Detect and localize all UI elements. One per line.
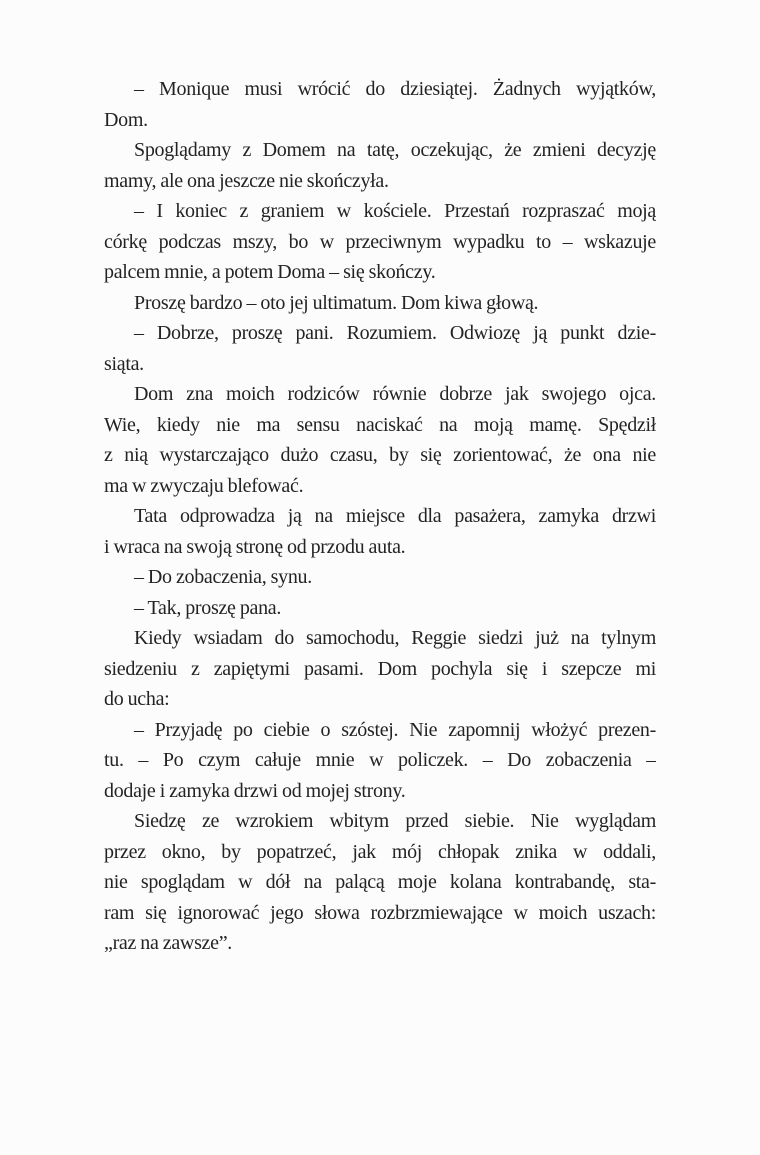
paragraph [104, 501, 656, 562]
text-line: Spoglądamy z Domem na tatę, oczekując, że zmieni decyzję [134, 139, 656, 161]
text-line: Tata odprowadza ją na miejsce dla pasażera, zamyka drzwi [134, 505, 656, 527]
text-line: „raz na zawsze”. [104, 932, 232, 954]
text-line: mamy, ale ona jeszcze nie skończyła. [104, 169, 389, 192]
paragraph [104, 135, 656, 196]
text-line: – Dobrze, proszę pani. Rozumiem. Odwiozę ją punkt dzie- [134, 322, 656, 344]
text-line: ma w zwyczaju blefować. [104, 474, 304, 497]
text-line: palcem mnie, a potem Doma – się skończy. [104, 261, 436, 283]
text-line: Dom. [104, 108, 148, 131]
page-text [104, 74, 656, 959]
paragraph [104, 562, 656, 593]
text-line: z nią wystarczająco dużo czasu, by się zorientować, że ona nie [104, 444, 656, 466]
text-line: Dom zna moich rodziców równie dobrze jak swojego ojca. [134, 383, 656, 405]
paragraph [104, 593, 656, 624]
paragraph [104, 806, 656, 959]
text-line: – Monique musi wrócić do dziesiątej. Żadnych wyjątków, [134, 78, 656, 100]
paragraph [104, 715, 656, 807]
paragraph [104, 379, 656, 501]
paragraph [104, 288, 656, 319]
text-line: tu. – Po czym całuje mnie w policzek. – Do zobaczenia – [104, 749, 656, 771]
text-line: przez okno, by popatrzeć, jak mój chłopak znika w oddali, [104, 840, 656, 863]
text-line: dodaje i zamyka drzwi od mojej strony. [104, 779, 406, 802]
text-line: do ucha: [104, 688, 170, 710]
text-line: ram się ignorować jego słowa rozbrzmiewające w moich uszach: [104, 901, 656, 924]
text-line: i wraca na swoją stronę od przodu auta. [104, 535, 406, 558]
text-line: Kiedy wsiadam do samochodu, Reggie siedzi już na tylnym [134, 627, 656, 649]
text-line: Wie, kiedy nie ma sensu naciskać na moją mamę. Spędził [104, 413, 656, 436]
text-line: – Tak, proszę pana. [134, 596, 282, 619]
text-line: siedzeniu z zapiętymi pasami. Dom pochyla się i szepcze mi [104, 657, 656, 680]
paragraph [104, 196, 656, 288]
paragraph [104, 318, 656, 379]
text-line: – Do zobaczenia, synu. [134, 566, 312, 588]
text-line: nie spoglądam w dół na palącą moje kolana kontrabandę, sta- [104, 871, 656, 893]
paragraph [104, 623, 656, 715]
text-line: siąta. [104, 352, 144, 375]
text-line: – Przyjadę po ciebie o szóstej. Nie zapomnij włożyć prezen- [134, 718, 656, 741]
text-line: Siedzę ze wzrokiem wbitym przed siebie. Nie wyglądam [134, 810, 656, 832]
text-line: Proszę bardzo – oto jej ultimatum. Dom kiwa głową. [134, 291, 539, 314]
text-line: córkę podczas mszy, bo w przeciwnym wypadku to – wskazuje [104, 230, 656, 253]
paragraph [104, 74, 656, 135]
text-line: – I koniec z graniem w kościele. Przestań rozpraszać moją [134, 200, 656, 222]
